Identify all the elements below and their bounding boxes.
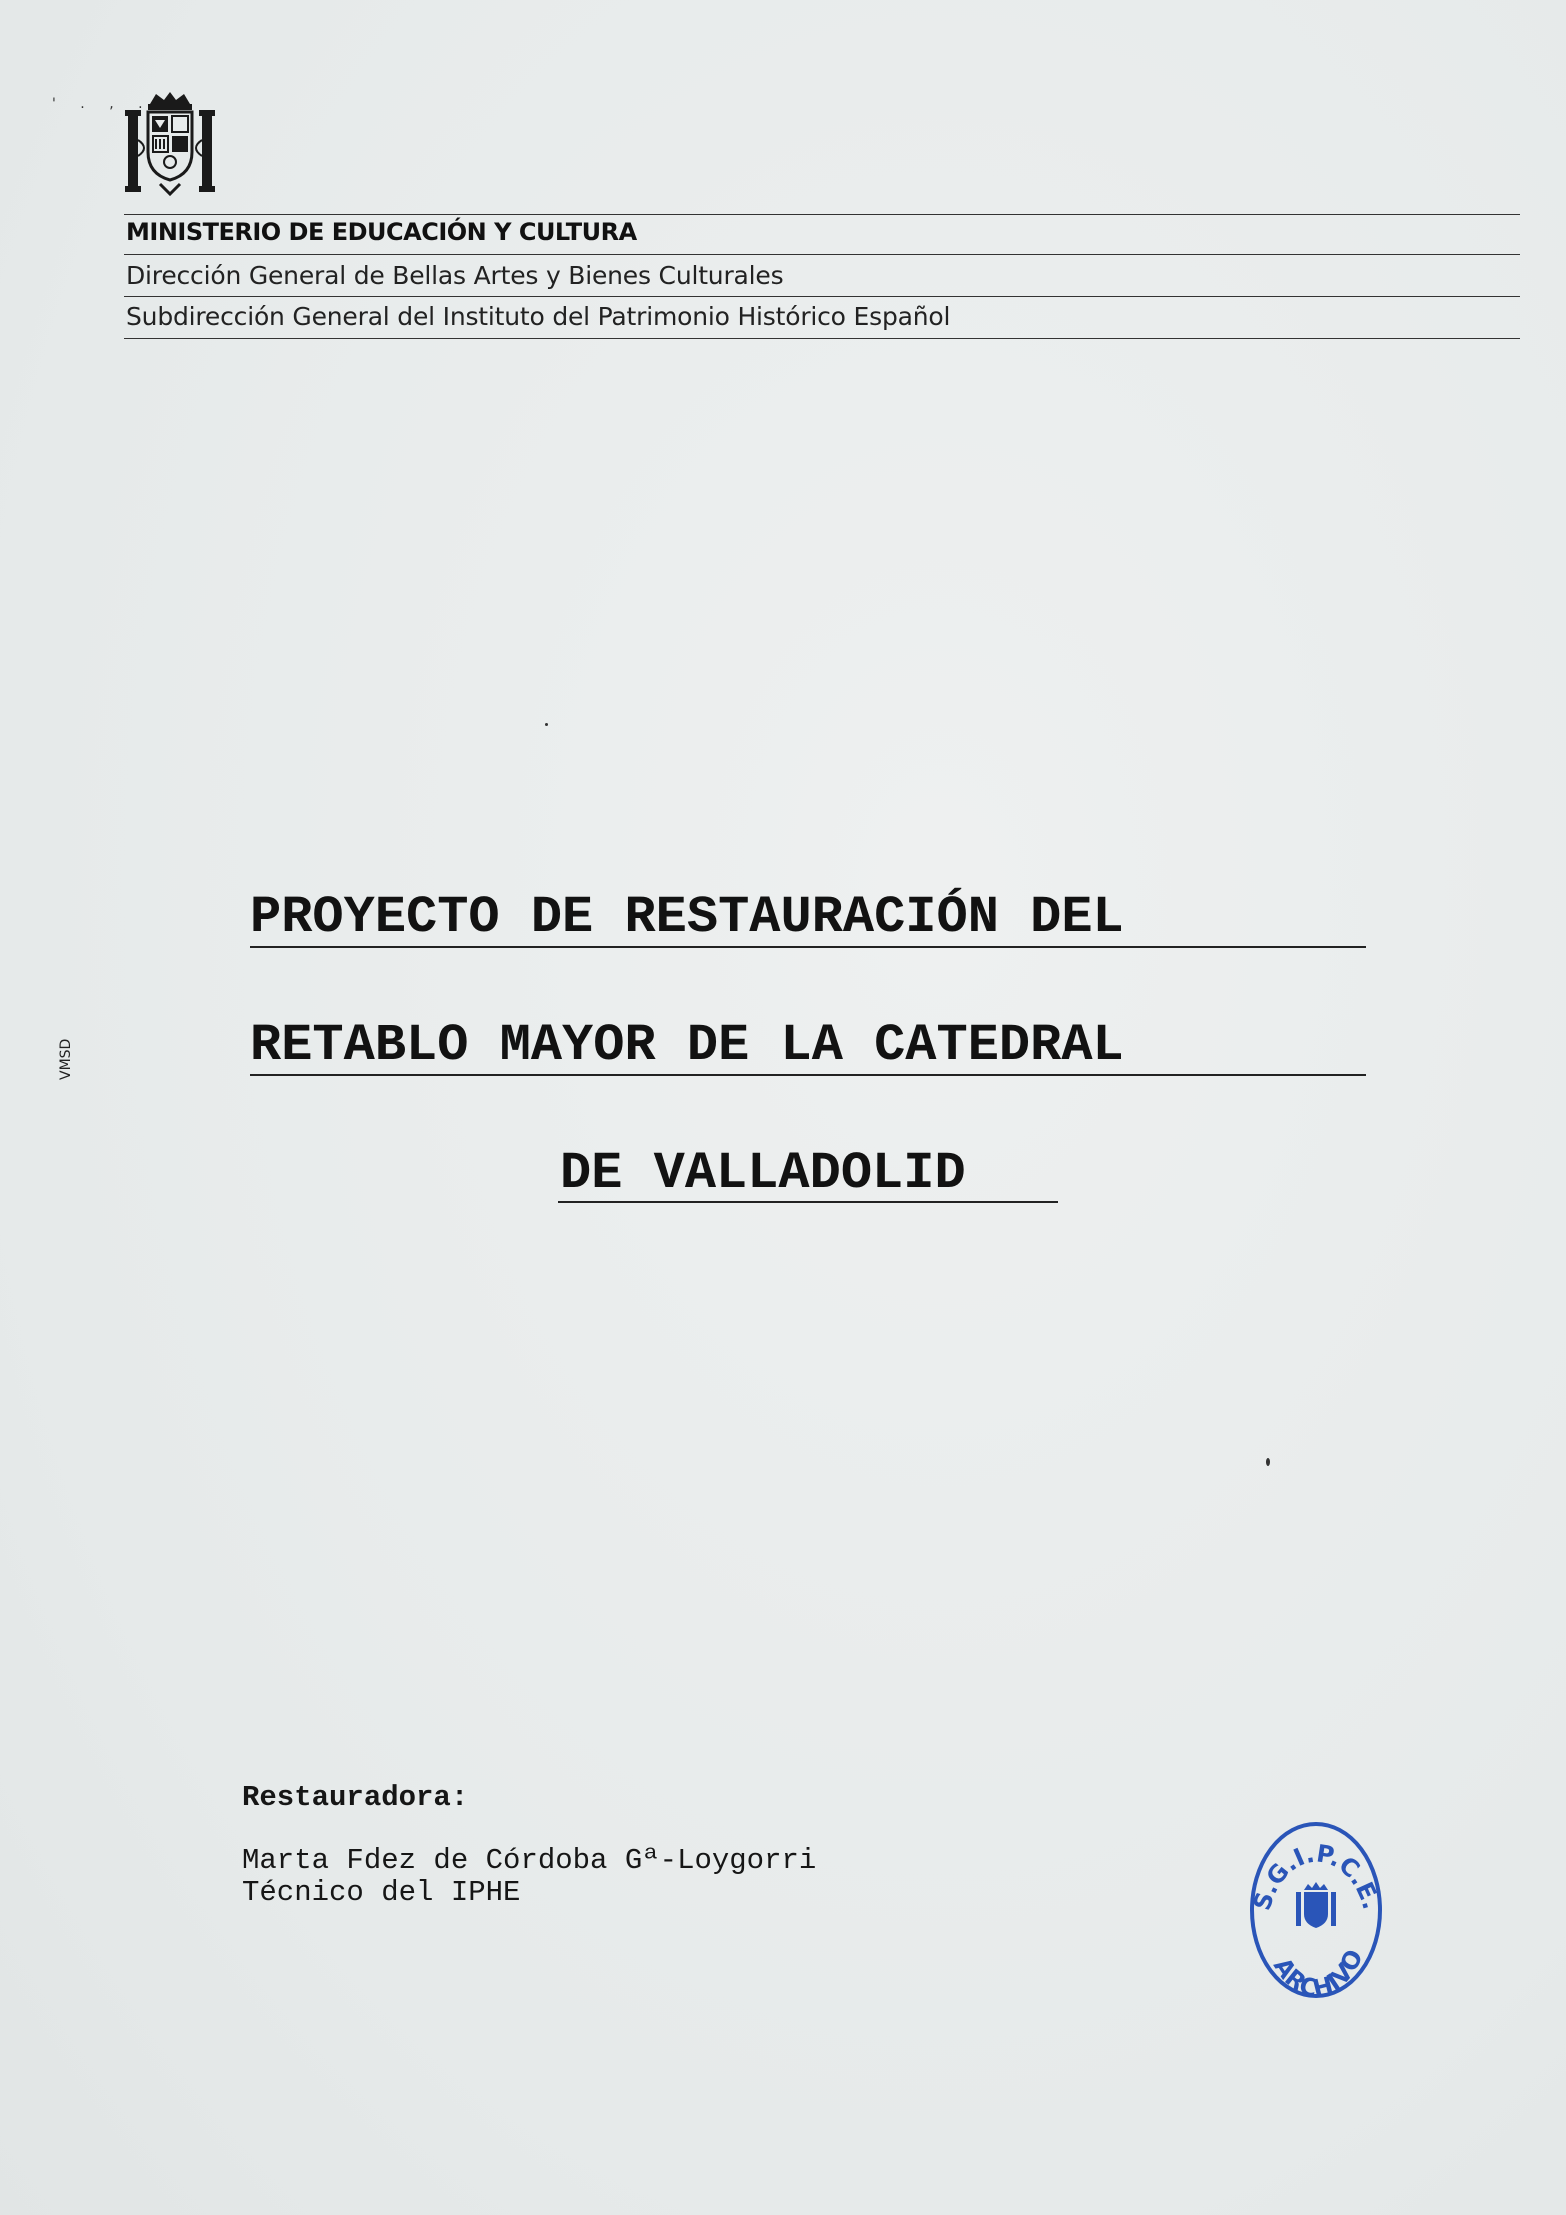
archive-stamp [1246,1818,1386,2002]
restorer-position: Técnico del IPHE [242,1876,521,1909]
restorer-name: Marta Fdez de Córdoba Gª-Loygorri [242,1844,817,1877]
header-rule-top [124,214,1520,215]
stamp-bottom-text: ARCHIVO [1267,1945,1369,2002]
scan-specks: ' . , . [52,96,153,112]
ink-speck [1266,1458,1270,1466]
title-underline-1 [250,946,1366,948]
title-line-3: DE VALLADOLID [560,1144,966,1203]
title-line-2: RETABLO MAYOR DE LA CATEDRAL [250,1016,1124,1075]
svg-text:ARCHIVO [1268,1945,1369,2002]
header-rule-1 [124,254,1520,255]
title-underline-3 [558,1201,1058,1203]
ink-speck [545,723,548,726]
restorer-label: Restauradora: [242,1781,469,1814]
header-rule-2 [124,296,1520,297]
title-underline-2 [250,1074,1366,1076]
header-rule-3 [124,338,1520,339]
title-line-1: PROYECTO DE RESTAURACIÓN DEL [250,888,1124,947]
side-mark: VMSD [58,1038,74,1080]
stamp-top-text: S.G.I.P.C.E. [1247,1839,1386,1914]
stamp-crest-icon [1296,1882,1336,1928]
